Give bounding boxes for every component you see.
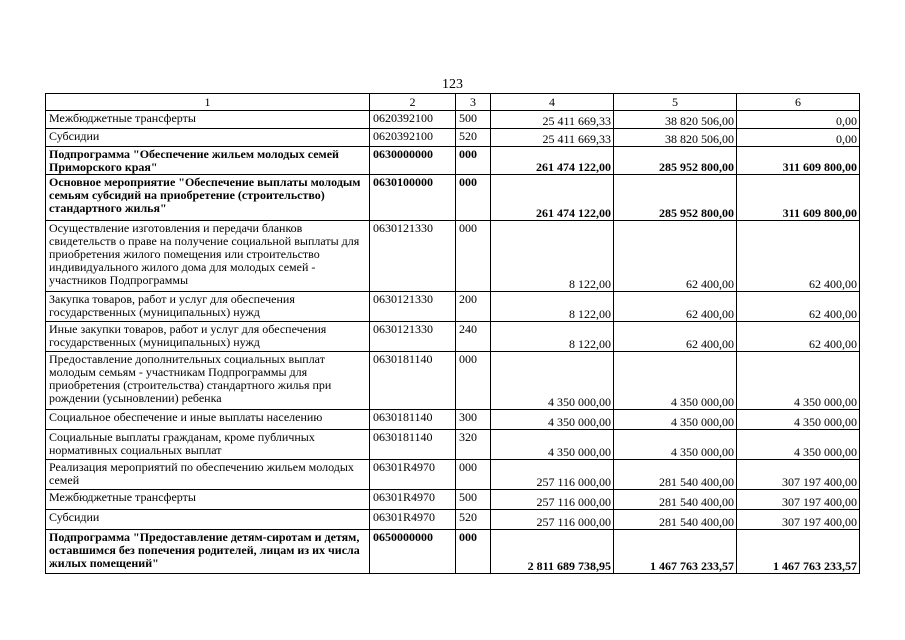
table-row xyxy=(46,410,860,430)
row-code-cell: 06301R4970 xyxy=(370,510,456,530)
row-name-cell: Межбюджетные трансферты xyxy=(46,111,370,129)
row-code-cell: 0630181140 xyxy=(370,430,456,460)
table-row xyxy=(46,129,860,147)
row-name-cell: Осуществление изготовления и передачи бланков свидетельств о праве на получение социальной выплаты для приобретения жилого помещения или строительство индивидуального жилого дома для молодых семей - участников Подпрограммы xyxy=(46,221,370,292)
row-code-cell: 0630121330 xyxy=(370,221,456,292)
row-kind-cell: 500 xyxy=(456,490,491,510)
row-name-cell: Субсидии xyxy=(46,510,370,530)
row-value-1-cell: 257 116 000,00 xyxy=(491,510,614,530)
row-kind-cell: 300 xyxy=(456,410,491,430)
row-value-2-cell: 62 400,00 xyxy=(614,292,737,322)
row-code-cell: 0620392100 xyxy=(370,111,456,129)
table-row xyxy=(46,530,860,574)
row-value-1-cell: 25 411 669,33 xyxy=(491,129,614,147)
column-header-3: 3 xyxy=(456,94,491,111)
row-value-2-cell: 1 467 763 233,57 xyxy=(614,530,737,574)
row-value-1-cell: 8 122,00 xyxy=(491,221,614,292)
row-value-2-cell: 285 952 800,00 xyxy=(614,175,737,221)
column-header-4: 4 xyxy=(491,94,614,111)
column-header-5: 5 xyxy=(614,94,737,111)
table-row xyxy=(46,292,860,322)
row-name-cell: Социальное обеспечение и иные выплаты населению xyxy=(46,410,370,430)
row-value-3-cell: 0,00 xyxy=(737,129,860,147)
row-value-1-cell: 261 474 122,00 xyxy=(491,175,614,221)
table-row xyxy=(46,460,860,490)
row-code-cell: 0650000000 xyxy=(370,530,456,574)
row-value-2-cell: 285 952 800,00 xyxy=(614,147,737,175)
table-row xyxy=(46,221,860,292)
row-value-2-cell: 281 540 400,00 xyxy=(614,510,737,530)
row-value-2-cell: 62 400,00 xyxy=(614,322,737,352)
row-value-3-cell: 4 350 000,00 xyxy=(737,410,860,430)
row-code-cell: 0630181140 xyxy=(370,352,456,410)
row-value-1-cell: 8 122,00 xyxy=(491,292,614,322)
row-value-3-cell: 4 350 000,00 xyxy=(737,352,860,410)
table-row xyxy=(46,111,860,129)
row-code-cell: 0630121330 xyxy=(370,292,456,322)
table-header-row xyxy=(46,94,860,111)
row-kind-cell: 320 xyxy=(456,430,491,460)
row-value-3-cell: 307 197 400,00 xyxy=(737,510,860,530)
row-kind-cell: 520 xyxy=(456,129,491,147)
row-value-3-cell: 311 609 800,00 xyxy=(737,175,860,221)
row-value-1-cell: 8 122,00 xyxy=(491,322,614,352)
row-value-1-cell: 257 116 000,00 xyxy=(491,460,614,490)
row-kind-cell: 240 xyxy=(456,322,491,352)
row-value-2-cell: 281 540 400,00 xyxy=(614,490,737,510)
row-value-3-cell: 0,00 xyxy=(737,111,860,129)
row-value-2-cell: 281 540 400,00 xyxy=(614,460,737,490)
row-value-2-cell: 4 350 000,00 xyxy=(614,352,737,410)
row-kind-cell: 000 xyxy=(456,147,491,175)
row-name-cell: Подпрограмма "Предоставление детям-сиротам и детям, оставшимся без попечения родителей, лицам из их числа жилых помещений" xyxy=(46,530,370,574)
row-kind-cell: 520 xyxy=(456,510,491,530)
table-row xyxy=(46,147,860,175)
row-name-cell: Социальные выплаты гражданам, кроме публичных нормативных социальных выплат xyxy=(46,430,370,460)
row-code-cell: 0620392100 xyxy=(370,129,456,147)
row-value-3-cell: 62 400,00 xyxy=(737,221,860,292)
row-value-3-cell: 4 350 000,00 xyxy=(737,430,860,460)
row-code-cell: 0630100000 xyxy=(370,175,456,221)
row-value-3-cell: 307 197 400,00 xyxy=(737,490,860,510)
row-kind-cell: 500 xyxy=(456,111,491,129)
row-value-2-cell: 38 820 506,00 xyxy=(614,111,737,129)
row-kind-cell: 200 xyxy=(456,292,491,322)
column-header-1: 1 xyxy=(46,94,370,111)
row-code-cell: 0630121330 xyxy=(370,322,456,352)
row-value-2-cell: 38 820 506,00 xyxy=(614,129,737,147)
row-name-cell: Предоставление дополнительных социальных выплат молодым семьям - участникам Подпрограммы для приобретения (строительства) стандартного жилья при рождении (усыновлении) ребенка xyxy=(46,352,370,410)
row-kind-cell: 000 xyxy=(456,460,491,490)
row-code-cell: 06301R4970 xyxy=(370,490,456,510)
page-number: 123 xyxy=(442,77,463,92)
row-value-2-cell: 4 350 000,00 xyxy=(614,430,737,460)
row-name-cell: Субсидии xyxy=(46,129,370,147)
row-code-cell: 0630181140 xyxy=(370,410,456,430)
row-kind-cell: 000 xyxy=(456,175,491,221)
row-value-2-cell: 62 400,00 xyxy=(614,221,737,292)
row-value-1-cell: 4 350 000,00 xyxy=(491,430,614,460)
row-value-1-cell: 4 350 000,00 xyxy=(491,410,614,430)
row-kind-cell: 000 xyxy=(456,352,491,410)
column-header-6: 6 xyxy=(737,94,860,111)
row-value-1-cell: 25 411 669,33 xyxy=(491,111,614,129)
row-name-cell: Реализация мероприятий по обеспечению жильем молодых семей xyxy=(46,460,370,490)
table-row xyxy=(46,352,860,410)
row-code-cell: 0630000000 xyxy=(370,147,456,175)
table-row xyxy=(46,322,860,352)
row-value-1-cell: 261 474 122,00 xyxy=(491,147,614,175)
row-name-cell: Закупка товаров, работ и услуг для обеспечения государственных (муниципальных) нужд xyxy=(46,292,370,322)
table-row xyxy=(46,430,860,460)
row-value-2-cell: 4 350 000,00 xyxy=(614,410,737,430)
row-name-cell: Подпрограмма "Обеспечение жильем молодых семей Приморского края" xyxy=(46,147,370,175)
column-header-2: 2 xyxy=(370,94,456,111)
row-kind-cell: 000 xyxy=(456,221,491,292)
table-body xyxy=(46,94,860,574)
row-value-3-cell: 62 400,00 xyxy=(737,292,860,322)
budget-table xyxy=(45,93,860,574)
row-value-1-cell: 257 116 000,00 xyxy=(491,490,614,510)
table-row xyxy=(46,510,860,530)
row-name-cell: Иные закупки товаров, работ и услуг для обеспечения государственных (муниципальных) нужд xyxy=(46,322,370,352)
row-code-cell: 06301R4970 xyxy=(370,460,456,490)
row-value-3-cell: 62 400,00 xyxy=(737,322,860,352)
row-value-3-cell: 307 197 400,00 xyxy=(737,460,860,490)
table-row xyxy=(46,490,860,510)
row-value-1-cell: 4 350 000,00 xyxy=(491,352,614,410)
row-kind-cell: 000 xyxy=(456,530,491,574)
row-name-cell: Межбюджетные трансферты xyxy=(46,490,370,510)
row-value-3-cell: 1 467 763 233,57 xyxy=(737,530,860,574)
row-name-cell: Основное мероприятие "Обеспечение выплаты молодым семьям субсидий на приобретение (строительство) стандартного жилья" xyxy=(46,175,370,221)
row-value-3-cell: 311 609 800,00 xyxy=(737,147,860,175)
row-value-1-cell: 2 811 689 738,95 xyxy=(491,530,614,574)
table-row xyxy=(46,175,860,221)
